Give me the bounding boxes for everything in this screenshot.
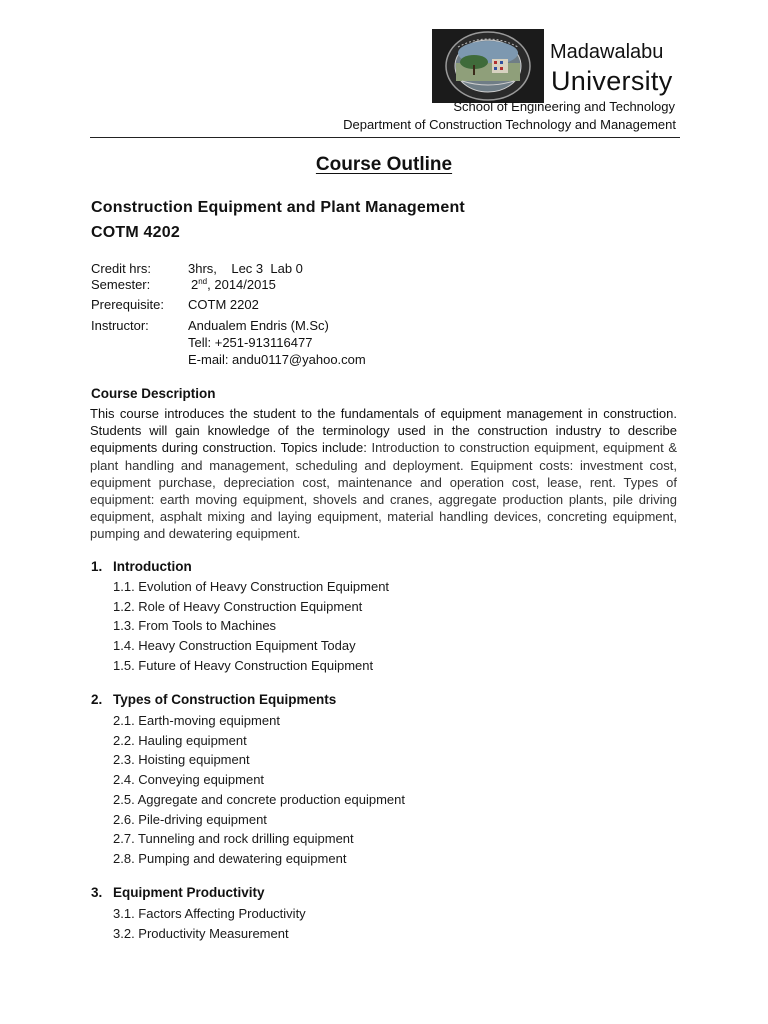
subtopic-item: 3.1. Factors Affecting Productivity [113, 906, 306, 921]
topic-number: 2. [91, 692, 103, 707]
topic-heading [91, 559, 192, 574]
university-name-line2: University [551, 66, 673, 96]
description-part-1: This course introduces the student to the fundamentals of equipment management in construction. Students will gain knowledge of the terminology used in the construction industry to describe equipments during construction. Topics include: [90, 406, 677, 456]
topic-title: Equipment Productivity [113, 885, 265, 900]
course-description-text [90, 405, 677, 543]
semester-label: Semester: [91, 277, 151, 292]
semester-value [191, 277, 276, 293]
subtopic-item: 2.5. Aggregate and concrete production equipment [113, 791, 405, 807]
header-divider [90, 137, 680, 138]
topic-heading [91, 692, 336, 707]
subtopic-item: 2.2. Hauling equipment [113, 732, 247, 748]
prerequisite-label: Prerequisite: [91, 297, 164, 312]
topic-heading [91, 885, 265, 900]
instructor-phone: Tell: +251-913116477 [188, 335, 313, 350]
course-code: COTM 4202 [91, 224, 180, 241]
university-logo [432, 29, 544, 103]
subtopic-item: 2.1. Earth-moving equipment [113, 713, 280, 728]
credit-hours-value: 3hrs, Lec 3 Lab 0 [188, 261, 303, 276]
instructor-email: E-mail: andu0117@yahoo.com [188, 352, 366, 367]
subtopic-item: 1.2. Role of Heavy Construction Equipment [113, 598, 363, 614]
description-part-2: Introduction to construction equipment, equipment & plant handling and management, scheduling and deployment. Equipment costs: investment cost, equipment purchase, depreciation cost, maintenance and operation cost, lease, rent. Types of equipment: earth moving equipment, shovels and cranes, aggregate production plants, pile driving equipment, asphalt mixing and laying equipment, material handling devices, concreting equipment, pumping and dewatering equipment. [90, 440, 677, 542]
subtopic-item: 3.2. Productivity Measurement [113, 925, 289, 941]
subtopic-item: 1.4. Heavy Construction Equipment Today [113, 638, 356, 654]
university-name-line1: Madawalabu [550, 41, 664, 63]
school-name: School of Engineering and Technology [453, 99, 675, 114]
topic-title: Types of Construction Equipments [113, 692, 337, 707]
page-title: Course Outline [315, 154, 453, 175]
instructor-label: Instructor: [91, 318, 149, 333]
course-description-heading: Course Description [91, 386, 216, 401]
subtopic-item: 2.7. Tunneling and rock drilling equipment [113, 831, 354, 847]
subtopic-item: 1.5. Future of Heavy Construction Equipment [113, 657, 374, 673]
credit-hours-label: Credit hrs: [91, 261, 151, 276]
instructor-name: Andualem Endris (M.Sc) [188, 318, 329, 333]
subtopic-item: 2.3. Hoisting equipment [113, 752, 250, 768]
subtopic-item: 2.4. Conveying equipment [113, 772, 265, 788]
semester-number: 2 [191, 277, 199, 292]
department-name: Department of Construction Technology and Management [343, 117, 676, 132]
semester-suffix: nd [198, 277, 208, 286]
subtopic-item: 2.6. Pile-driving equipment [113, 811, 267, 827]
subtopic-item: 1.1. Evolution of Heavy Construction Equipment [113, 579, 390, 594]
topic-number: 3. [91, 885, 103, 900]
subtopic-item: 1.3. From Tools to Machines [113, 618, 277, 634]
topic-title: Introduction [113, 559, 192, 574]
prerequisite-value: COTM 2202 [188, 297, 259, 312]
semester-year: , 2014/2015 [207, 277, 276, 292]
topic-number: 1. [91, 559, 103, 574]
course-name: Construction Equipment and Plant Management [91, 199, 465, 216]
subtopic-item: 2.8. Pumping and dewatering equipment [113, 850, 347, 866]
